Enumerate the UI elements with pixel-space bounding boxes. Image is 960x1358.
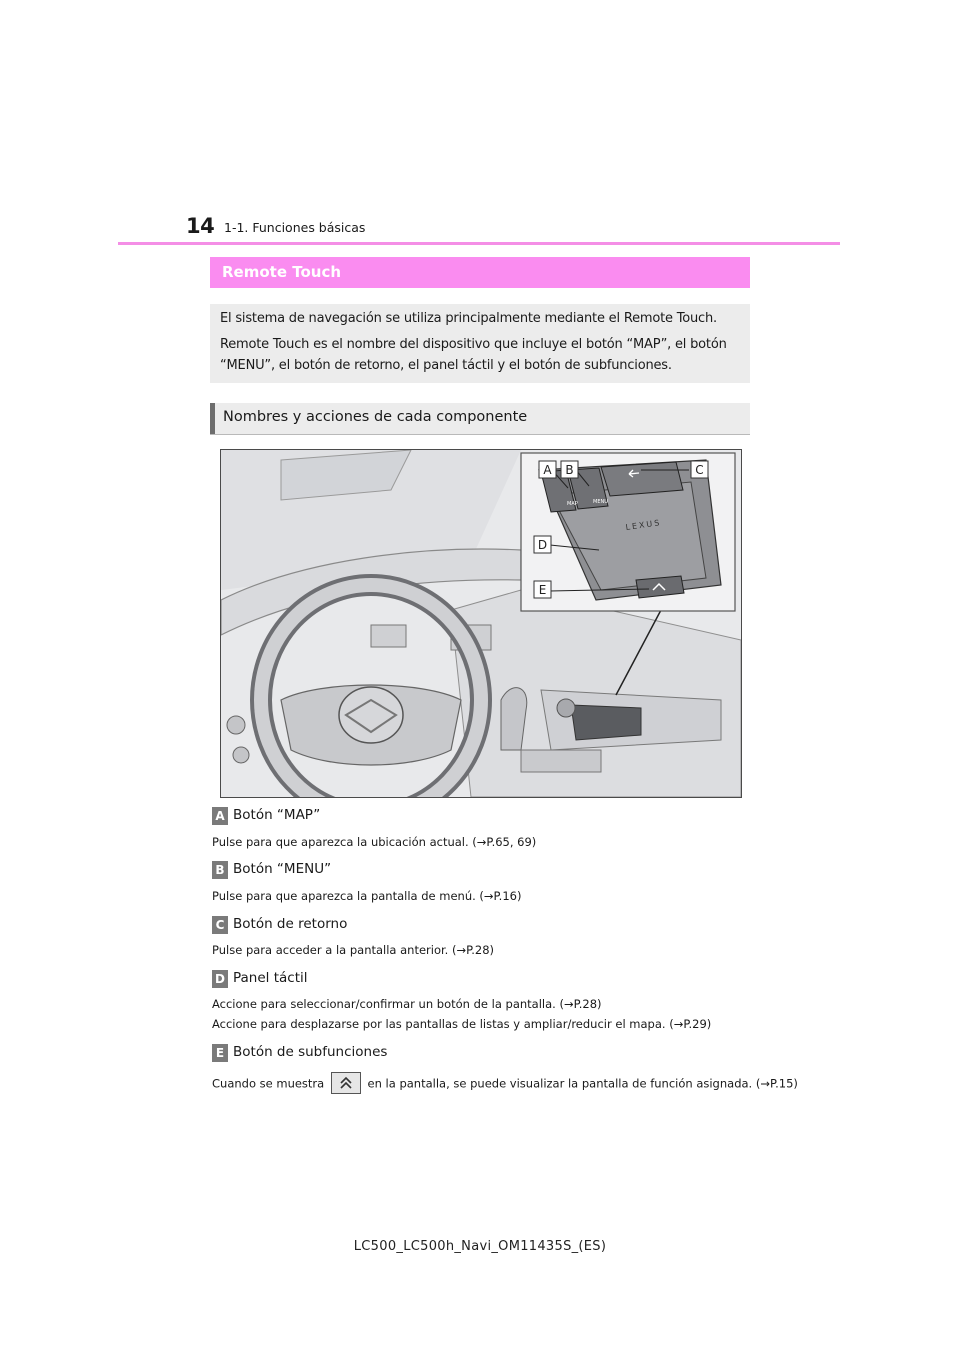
remote-touch-title: Remote Touch [222,263,342,281]
item-title-subfunction: Botón de subfunciones [233,1044,388,1060]
remote-touch-heading [210,257,750,288]
remote-touch-figure [220,449,742,798]
item-desc-menu: Pulse para que aparezca la pantalla de menú. (→P.16) [212,889,522,903]
document-code: LC500_LC500h_Navi_OM11435S_(ES) [353,1239,607,1254]
svg-text:D: D [537,538,548,552]
intro-line-1: El sistema de navegación se utiliza principalmente mediante el Remote Touch. [220,311,717,326]
item-desc-return: Pulse para acceder a la pantalla anterior. (→P.28) [212,943,495,957]
item-desc-map: Pulse para que aparezca la ubicación actual. (→P.65, 69) [212,835,537,849]
item-title-map: Botón “MAP” [233,807,321,823]
heading-accent [210,403,215,434]
item-letter-b: B [212,861,228,879]
components-heading [210,403,750,435]
svg-text:A: A [543,463,552,477]
svg-text:E: E [538,583,547,597]
item-letter-a: A [212,807,228,825]
item-letter-e: E [212,1044,228,1062]
map-button-label: MAP [567,501,578,507]
section-label: 1-1. Funciones básicas [224,220,366,235]
components-title: Nombres y acciones de cada componente [223,409,528,425]
dashboard-illustration [221,450,741,797]
callout-c [691,461,708,478]
callout-e [534,581,551,598]
callout-b [561,461,578,478]
item-letter-c: C [212,916,228,934]
subfunction-desc-after: en la pantalla, se puede visualizar la pantalla de función asignada. (→P.15) [367,1076,798,1091]
header-rule [118,242,840,245]
lexus-logo: LEXUS [625,518,662,532]
page-number: 14 [186,214,215,238]
menu-button-label: MENU [593,499,608,505]
svg-text:C: C [695,463,704,477]
item-letter-d: D [212,970,228,988]
item-desc-touchpad-1: Accione para seleccionar/confirmar un botón de la pantalla. (→P.28) [212,997,602,1011]
callout-a [539,461,556,478]
item-title-return: Botón de retorno [233,916,348,932]
svg-text:B: B [565,463,574,477]
subfunction-desc-before: Cuando se muestra [212,1076,325,1091]
item-desc-touchpad-2: Accione para desplazarse por las pantallas de listas y ampliar/reducir el mapa. (→P.29) [212,1017,712,1031]
item-desc-subfunction [212,1073,798,1095]
intro-box [210,304,750,383]
intro-line-3: “MENU”, el botón de retorno, el panel táctil y el botón de subfunciones. [220,358,672,373]
callout-d [534,536,551,553]
item-title-menu: Botón “MENU” [233,861,332,877]
subfunction-inline-icon [331,1072,361,1094]
intro-line-2: Remote Touch es el nombre del dispositivo que incluye el botón “MAP”, el botón [220,337,727,352]
item-title-touchpad: Panel táctil [233,970,308,986]
